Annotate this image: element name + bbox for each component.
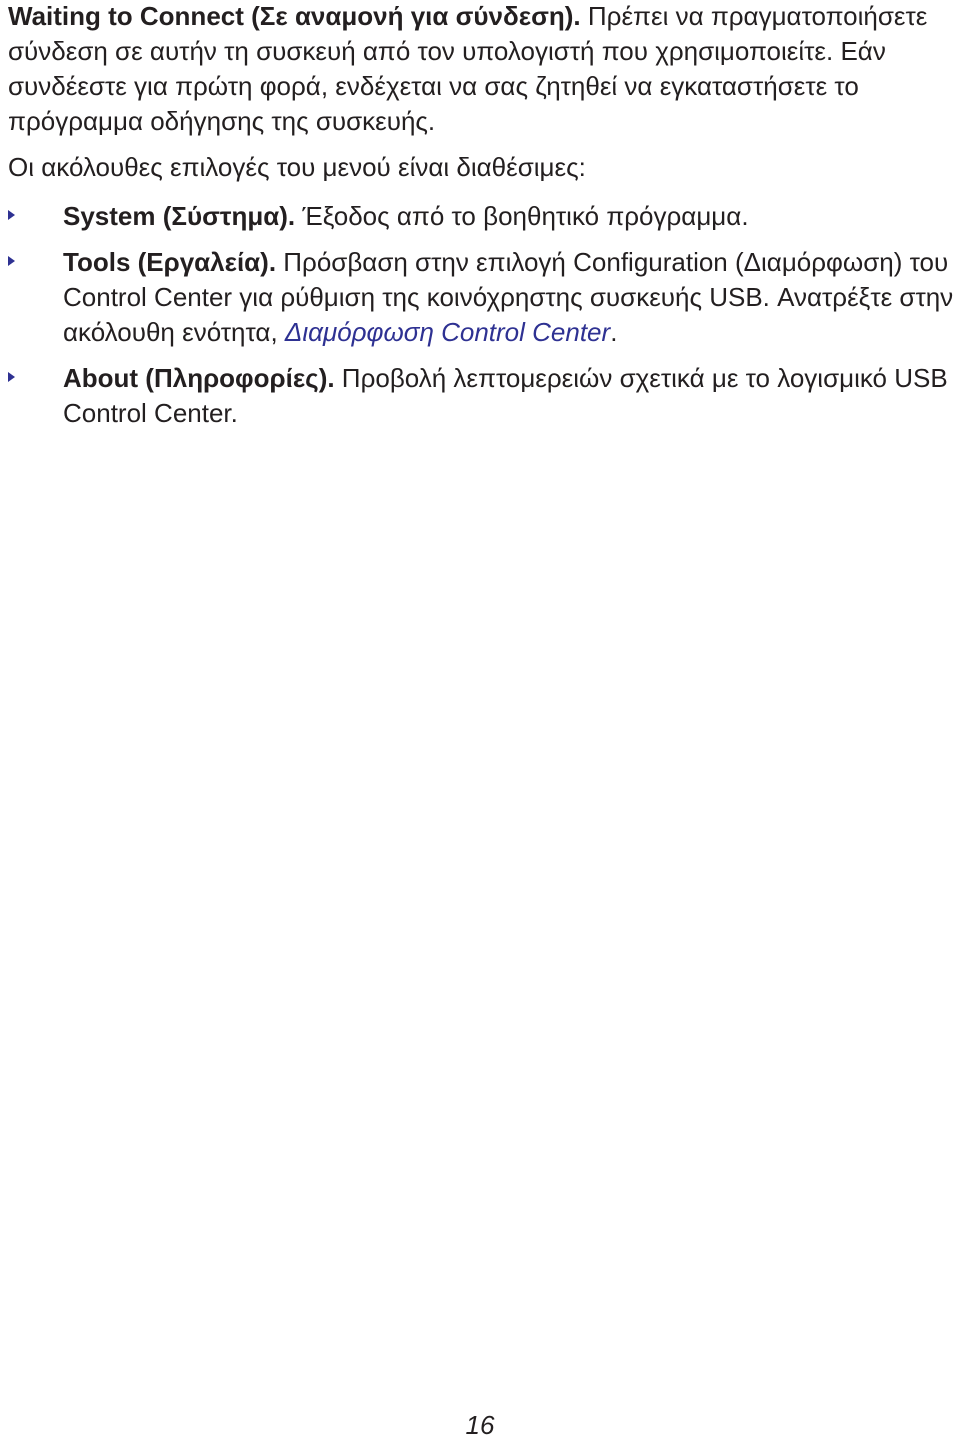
waiting-to-connect-description: Πρέπει να πραγματοποιήσετε σύνδεση σε αυτήν τη συσκευή από τον υπολογιστή που χρησιμοποιείτε. Εάν συνδέεστε για πρώτη φορά, ενδέχεται να σας ζητηθεί να εγκαταστήσετε το πρόγραμμα οδήγησης της συσκευής.: [8, 1, 928, 136]
tools-term: Tools (Εργαλεία).: [63, 247, 277, 277]
waiting-to-connect-term: Waiting to Connect (Σε αναμονή για σύνδεση).: [8, 1, 581, 31]
menu-options-list: [0, 199, 960, 442]
list-item-system: [0, 199, 958, 234]
control-center-config-link[interactable]: Διαμόρφωση Control Center: [284, 317, 611, 347]
bullet-icon: [5, 361, 19, 396]
tools-description-end: .: [610, 317, 618, 347]
tools-description: Πρόσβαση στην επιλογή Configuration (Διαμόρφωση) του Control Center για ρύθμιση της κοινόχρηστης συσκευής USB. Ανατρέξτε στην ακόλουθη ενότητα,: [63, 247, 954, 347]
list-item-tools: [0, 245, 958, 350]
waiting-to-connect-paragraph: [8, 0, 958, 139]
menu-options-intro: Οι ακόλουθες επιλογές του μενού είναι διαθέσιμες:: [8, 152, 586, 182]
list-item-about: [0, 361, 958, 431]
about-term: About (Πληροφορίες).: [63, 363, 335, 393]
bullet-icon: [5, 245, 19, 280]
system-term: System (Σύστημα).: [63, 201, 296, 231]
system-description: Έξοδος από το βοηθητικό πρόγραμμα.: [295, 201, 749, 231]
bullet-icon: [5, 199, 19, 234]
about-description: Προβολή λεπτομερειών σχετικά με το λογισμικό USB Control Center.: [63, 363, 948, 428]
page-number: 16: [465, 1410, 495, 1440]
